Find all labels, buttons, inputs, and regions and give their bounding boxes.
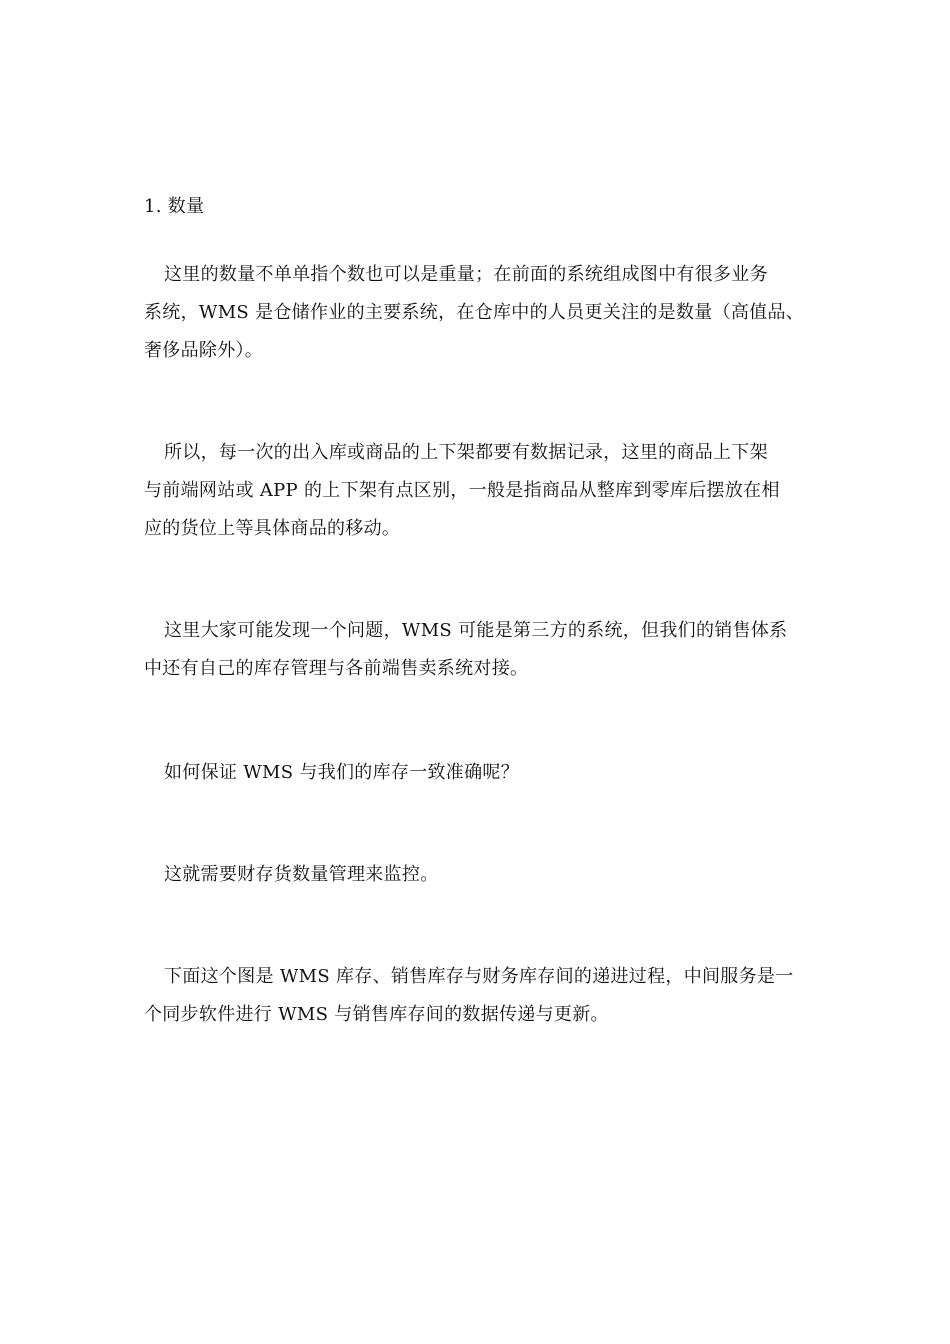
paragraph-third-party-wms <box>144 612 809 688</box>
paragraph-line: 应的货位上等具体商品的移动。 <box>144 518 401 539</box>
paragraph-inventory-flow <box>144 958 809 1034</box>
paragraph-line: 与前端网站或 APP 的上下架有点区别，一般是指商品从整库到零库后摆放在相 <box>144 480 780 501</box>
paragraph-inbound-outbound <box>144 434 809 548</box>
paragraph-weight-quantity <box>144 256 809 370</box>
paragraph-line: 所以，每一次的出入库或商品的上下架都要有数据记录，这里的商品上下架 <box>164 442 768 463</box>
paragraph-monitoring <box>144 856 809 894</box>
section-heading <box>144 188 809 226</box>
paragraph-line: 下面这个图是 WMS 库存、销售库存与财务库存间的递进过程，中间服务是一 <box>164 966 794 987</box>
paragraph-line: 这就需要财存货数量管理来监控。 <box>164 864 439 885</box>
paragraph-line: 如何保证 WMS 与我们的库存一致准确呢？ <box>164 762 520 783</box>
section-heading-text: 1. 数量 <box>144 196 205 217</box>
paragraph-line: 这里的数量不单单指个数也可以是重量；在前面的系统组成图中有很多业务 <box>164 264 768 285</box>
paragraph-line: 系统，WMS 是仓储作业的主要系统，在仓库中的人员更关注的是数量（高值品、 <box>144 302 805 323</box>
paragraph-line: 这里大家可能发现一个问题，WMS 可能是第三方的系统，但我们的销售体系 <box>164 620 788 641</box>
paragraph-line: 个同步软件进行 WMS 与销售库存间的数据传递与更新。 <box>144 1004 609 1025</box>
paragraph-question <box>144 754 809 792</box>
paragraph-line: 中还有自己的库存管理与各前端售卖系统对接。 <box>144 658 529 679</box>
paragraph-line: 奢侈品除外）。 <box>144 340 264 361</box>
